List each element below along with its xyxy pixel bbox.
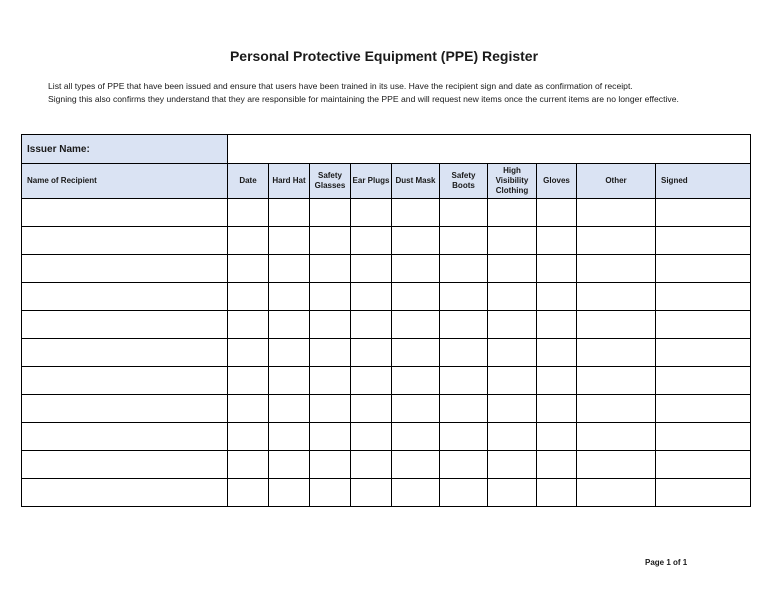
issuer-name-field[interactable] [228,135,751,164]
table-cell[interactable] [488,227,537,255]
table-cell[interactable] [310,395,351,423]
table-cell[interactable] [269,255,310,283]
table-cell[interactable] [537,395,577,423]
table-cell[interactable] [392,479,440,507]
table-cell[interactable] [656,479,751,507]
table-cell[interactable] [577,255,656,283]
table-cell[interactable] [310,451,351,479]
table-cell[interactable] [228,423,269,451]
table-cell[interactable] [228,227,269,255]
table-row [22,255,751,283]
table-cell[interactable] [228,451,269,479]
instructions [48,80,724,106]
column-header: Safety Glasses [310,164,351,199]
table-cell[interactable] [392,227,440,255]
table-cell[interactable] [440,479,488,507]
table-cell[interactable] [656,367,751,395]
table-cell[interactable] [537,423,577,451]
table-cell[interactable] [577,199,656,227]
ppe-register-table [21,134,751,507]
table-cell[interactable] [22,227,228,255]
table-cell[interactable] [351,423,392,451]
table-cell[interactable] [488,423,537,451]
table-cell[interactable] [228,311,269,339]
table-row [22,367,751,395]
table-row [22,423,751,451]
table-cell[interactable] [537,479,577,507]
table-cell[interactable] [577,311,656,339]
table-cell[interactable] [537,255,577,283]
page-title: Personal Protective Equipment (PPE) Register [229,48,539,64]
table-cell[interactable] [440,367,488,395]
table-cell[interactable] [351,451,392,479]
table-cell[interactable] [22,479,228,507]
table-cell[interactable] [228,395,269,423]
table-cell[interactable] [656,395,751,423]
table-cell[interactable] [656,283,751,311]
table-cell[interactable] [392,283,440,311]
column-header: High Visibility Clothing [488,164,537,199]
instructions-line-1: List all types of PPE that have been issued and ensure that users have been trained in its use. Have the recipient sign and date as confirmation of receipt. [48,81,633,91]
table-cell[interactable] [392,255,440,283]
table-cell[interactable] [269,227,310,255]
table-cell[interactable] [22,255,228,283]
table-cell[interactable] [656,451,751,479]
table-cell[interactable] [310,339,351,367]
table-cell[interactable] [488,395,537,423]
table-cell[interactable] [22,311,228,339]
column-header: Gloves [537,164,577,199]
issuer-row [22,135,751,164]
column-header: Dust Mask [392,164,440,199]
table-cell[interactable] [351,339,392,367]
table-cell[interactable] [440,451,488,479]
table-cell[interactable] [656,339,751,367]
table-cell[interactable] [577,451,656,479]
table-cell[interactable] [22,283,228,311]
table-cell[interactable] [488,283,537,311]
table-cell[interactable] [392,367,440,395]
column-header: Ear Plugs [351,164,392,199]
table-cell[interactable] [228,255,269,283]
table-row [22,283,751,311]
table-row [22,479,751,507]
column-header: Other [577,164,656,199]
table-cell[interactable] [488,479,537,507]
table-cell[interactable] [351,227,392,255]
table-cell[interactable] [488,367,537,395]
table-cell[interactable] [22,451,228,479]
table-cell[interactable] [310,227,351,255]
table-cell[interactable] [656,255,751,283]
table-cell[interactable] [310,479,351,507]
table-cell[interactable] [310,283,351,311]
table-cell[interactable] [440,227,488,255]
column-header: Date [228,164,269,199]
table-cell[interactable] [228,367,269,395]
table-cell[interactable] [351,199,392,227]
table-cell[interactable] [22,395,228,423]
table-cell[interactable] [22,199,228,227]
table-cell[interactable] [577,395,656,423]
table-cell[interactable] [577,283,656,311]
table-cell[interactable] [656,311,751,339]
table-row [22,339,751,367]
table-cell[interactable] [228,479,269,507]
table-cell[interactable] [22,339,228,367]
table-cell[interactable] [269,199,310,227]
table-row [22,227,751,255]
table-cell[interactable] [577,479,656,507]
table-cell[interactable] [537,227,577,255]
table-cell[interactable] [440,395,488,423]
table-cell[interactable] [440,423,488,451]
table-cell[interactable] [537,367,577,395]
table-cell[interactable] [488,339,537,367]
table-cell[interactable] [310,255,351,283]
table-cell[interactable] [310,311,351,339]
column-header: Hard Hat [269,164,310,199]
table-row [22,395,751,423]
table-cell[interactable] [656,199,751,227]
table-row [22,199,751,227]
column-header: Safety Boots [440,164,488,199]
table-cell[interactable] [269,367,310,395]
table-cell[interactable] [440,199,488,227]
table-cell[interactable] [440,255,488,283]
table-cell[interactable] [269,311,310,339]
table-cell[interactable] [269,423,310,451]
table-cell[interactable] [351,311,392,339]
table-cell[interactable] [488,199,537,227]
table-cell[interactable] [392,199,440,227]
table-cell[interactable] [577,423,656,451]
column-header: Signed [656,164,751,199]
table-cell[interactable] [537,199,577,227]
table-cell[interactable] [577,367,656,395]
table-cell[interactable] [440,311,488,339]
table-cell[interactable] [440,339,488,367]
table-cell[interactable] [656,227,751,255]
table-cell[interactable] [488,311,537,339]
table-cell[interactable] [310,367,351,395]
column-header-row [22,164,751,199]
table-cell[interactable] [269,451,310,479]
table-cell[interactable] [537,451,577,479]
table-cell[interactable] [392,395,440,423]
table-cell[interactable] [351,367,392,395]
table-cell[interactable] [351,395,392,423]
table-cell[interactable] [392,423,440,451]
table-cell[interactable] [577,227,656,255]
table-cell[interactable] [488,255,537,283]
table-cell[interactable] [269,339,310,367]
instructions-line-2: Signing this also confirms they understand that they are responsible for maintaining the PPE and will request new items once the current items are no longer effective. [48,94,679,104]
page-number: Page 1 of 1 [645,558,688,567]
table-cell[interactable] [440,283,488,311]
table-cell[interactable] [351,255,392,283]
table-cell[interactable] [228,283,269,311]
table-cell[interactable] [537,283,577,311]
table-row [22,451,751,479]
table-cell[interactable] [392,311,440,339]
table-row [22,311,751,339]
table-cell[interactable] [228,199,269,227]
table-cell[interactable] [228,339,269,367]
table-cell[interactable] [537,339,577,367]
issuer-name-label: Issuer Name: [22,135,228,164]
table-cell[interactable] [488,451,537,479]
table-cell[interactable] [656,423,751,451]
table-cell[interactable] [22,367,228,395]
table-cell[interactable] [351,479,392,507]
table-cell[interactable] [392,451,440,479]
table-cell[interactable] [392,339,440,367]
table-cell[interactable] [310,199,351,227]
table-cell[interactable] [577,339,656,367]
table-cell[interactable] [269,479,310,507]
column-header: Name of Recipient [22,164,228,199]
register-body [22,199,751,507]
table-cell[interactable] [22,423,228,451]
table-cell[interactable] [537,311,577,339]
table-cell[interactable] [269,283,310,311]
table-cell[interactable] [351,283,392,311]
table-cell[interactable] [310,423,351,451]
table-cell[interactable] [269,395,310,423]
